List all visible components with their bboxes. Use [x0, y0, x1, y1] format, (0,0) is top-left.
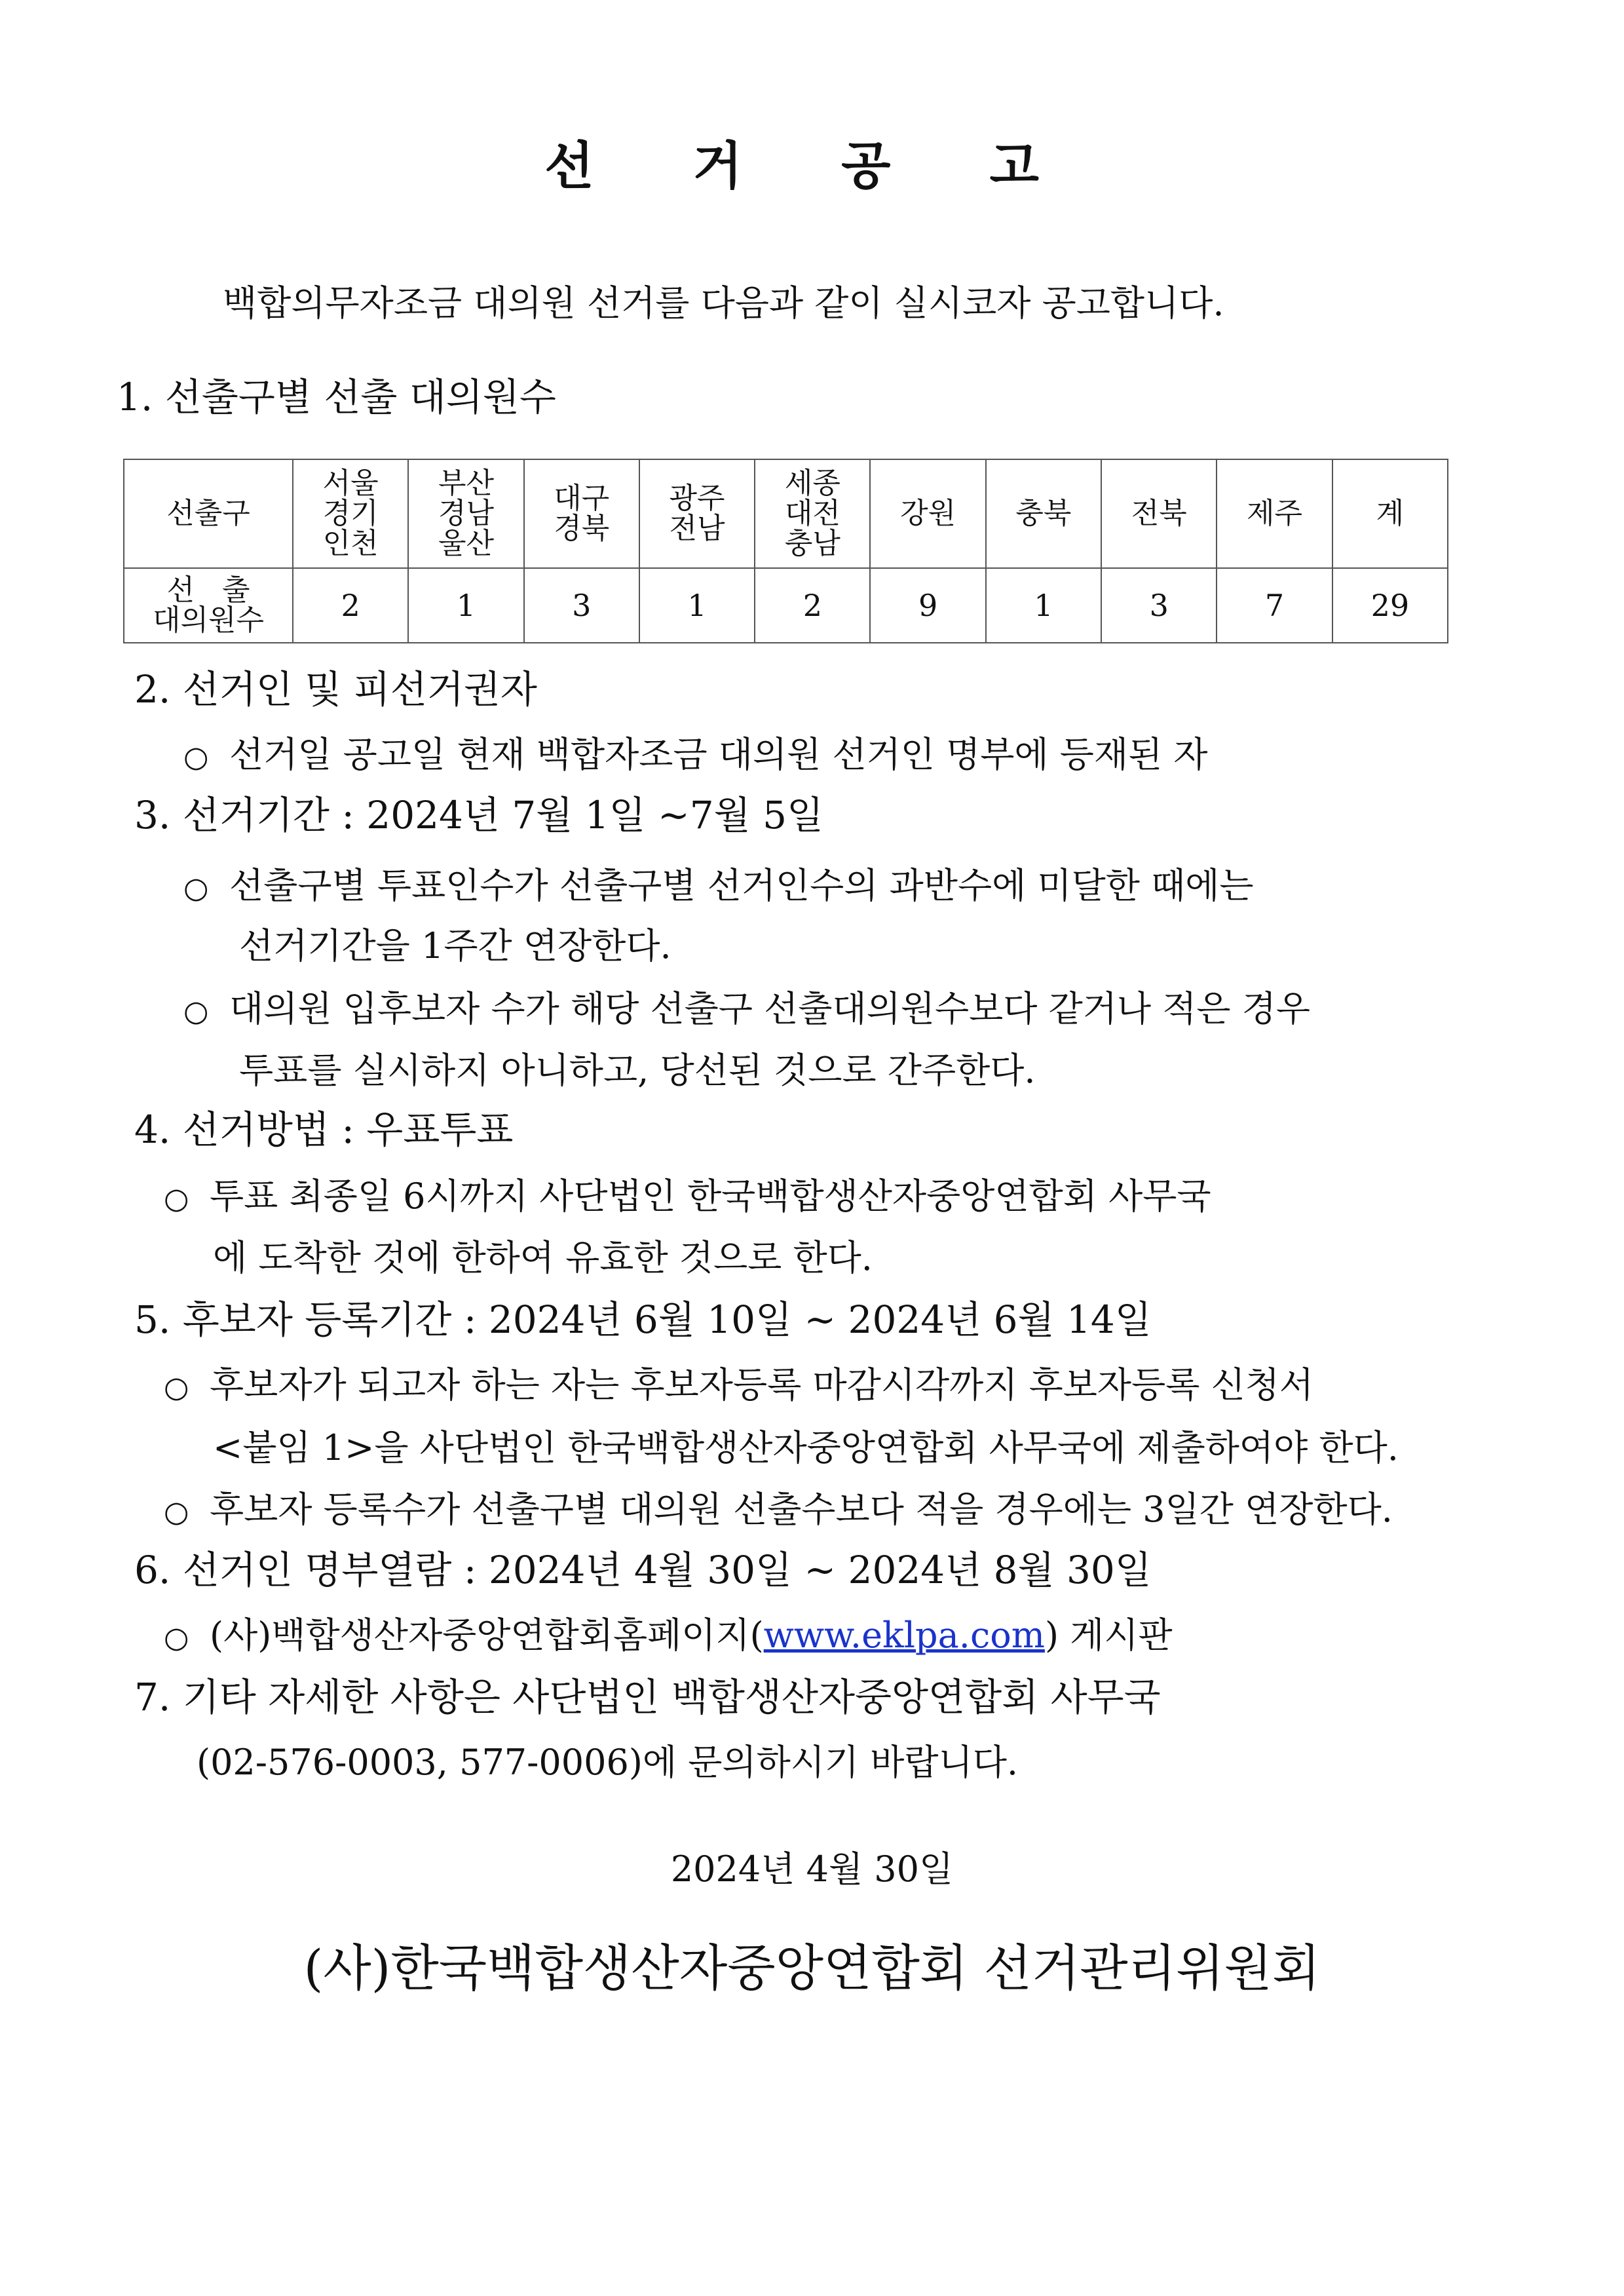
count-daegu: 3 [524, 568, 639, 643]
section7-contact: (02-576-0003, 577-0006)에 문의하시기 바랍니다. [197, 1742, 1019, 1783]
section5-item2: ○ 후보자 등록수가 선출구별 대의원 선출수보다 적을 경우에는 3일간 연장한다. [164, 1489, 1393, 1530]
section3-heading: 3. 선거기간 : 2024년 7월 1일 ~7월 5일 [134, 793, 823, 837]
table-header-row [124, 459, 1448, 568]
section5-item1: ○ 후보자가 되고자 하는 자는 후보자등록 마감시각까지 후보자등록 신청서 [164, 1364, 1314, 1406]
count-gwangju: 1 [639, 568, 755, 643]
section3-item2-cont: 투표를 실시하지 아니하고, 당선된 것으로 간주한다. [239, 1050, 1036, 1091]
section3-item1-cont: 선거기간을 1주간 연장한다. [239, 925, 671, 966]
count-seoul: 2 [293, 568, 408, 643]
section7-heading: 7. 기타 자세한 사항은 사단법인 백합생산자중앙연합회 사무국 [134, 1675, 1161, 1719]
section6-heading: 6. 선거인 명부열람 : 2024년 4월 30일 ~ 2024년 8월 30일 [134, 1548, 1152, 1592]
district-jeju: 제주 [1217, 459, 1332, 568]
section6-item: ○ (사)백합생산자중앙연합회홈페이지(www.eklpa.com) 게시판 [164, 1615, 1173, 1656]
district-gangwon: 강원 [870, 459, 985, 568]
announcement-date: 2024년 4월 30일 [670, 1848, 954, 1890]
section3-item1: ○ 선출구별 투표인수가 선출구별 선거인수의 과반수에 미달한 때에는 [183, 865, 1254, 906]
section2-item: ○ 선거일 공고일 현재 백합자조금 대의원 선거인 명부에 등재된 자 [183, 734, 1208, 775]
bullet-icon: ○ [183, 871, 209, 905]
district-daegu: 대구 경북 [524, 459, 639, 568]
table-header-label: 선출구 [124, 459, 293, 568]
bullet-icon: ○ [183, 995, 209, 1028]
district-table [123, 459, 1448, 643]
section4-item: ○ 투표 최종일 6시까지 사단법인 한국백합생산자중앙연합회 사무국 [164, 1176, 1211, 1217]
document-title: 선 거 공 고 [544, 136, 1080, 196]
count-busan: 1 [408, 568, 523, 643]
district-jeonbuk: 전북 [1101, 459, 1217, 568]
section5-item1-cont: <붙임 1>을 사단법인 한국백합생산자중앙연합회 사무국에 제출하여야 한다. [213, 1427, 1399, 1468]
issuer-signature: (사)한국백합생산자중앙연합회 선거관리위원회 [303, 1939, 1321, 1997]
bullet-icon: ○ [164, 1371, 189, 1404]
district-chungbuk: 충북 [986, 459, 1101, 568]
section3-item2: ○ 대의원 입후보자 수가 해당 선출구 선출대의원수보다 같거나 적은 경우 [183, 988, 1311, 1029]
count-jeonbuk: 3 [1101, 568, 1217, 643]
section4-item-cont: 에 도착한 것에 한하여 유효한 것으로 한다. [213, 1237, 873, 1278]
count-chungbuk: 1 [986, 568, 1101, 643]
count-jeju: 7 [1217, 568, 1332, 643]
count-gangwon: 9 [870, 568, 985, 643]
homepage-link[interactable]: www.eklpa.com [763, 1615, 1045, 1656]
district-sejong: 세종 대전 충남 [755, 459, 870, 568]
bullet-icon: ○ [183, 740, 209, 774]
section2-heading: 2. 선거인 및 피선거권자 [134, 667, 537, 712]
section4-heading: 4. 선거방법 : 우표투표 [134, 1107, 514, 1152]
bullet-icon: ○ [164, 1182, 189, 1215]
district-busan: 부산 경남 울산 [408, 459, 523, 568]
table-row-label: 선 출 대의원수 [124, 568, 293, 643]
count-sejong: 2 [755, 568, 870, 643]
section1-heading: 1. 선출구별 선출 대의원수 [117, 375, 556, 419]
count-total: 29 [1332, 568, 1448, 643]
table-count-row [124, 568, 1448, 643]
district-total: 계 [1332, 459, 1448, 568]
district-gwangju: 광주 전남 [639, 459, 755, 568]
bullet-icon: ○ [164, 1621, 189, 1655]
section5-heading: 5. 후보자 등록기간 : 2024년 6월 10일 ~ 2024년 6월 14일 [134, 1297, 1152, 1342]
bullet-icon: ○ [164, 1495, 189, 1529]
district-seoul: 서울 경기 인천 [293, 459, 408, 568]
intro-paragraph: 백합의무자조금 대의원 선거를 다음과 같이 실시코자 공고합니다. [223, 282, 1224, 324]
